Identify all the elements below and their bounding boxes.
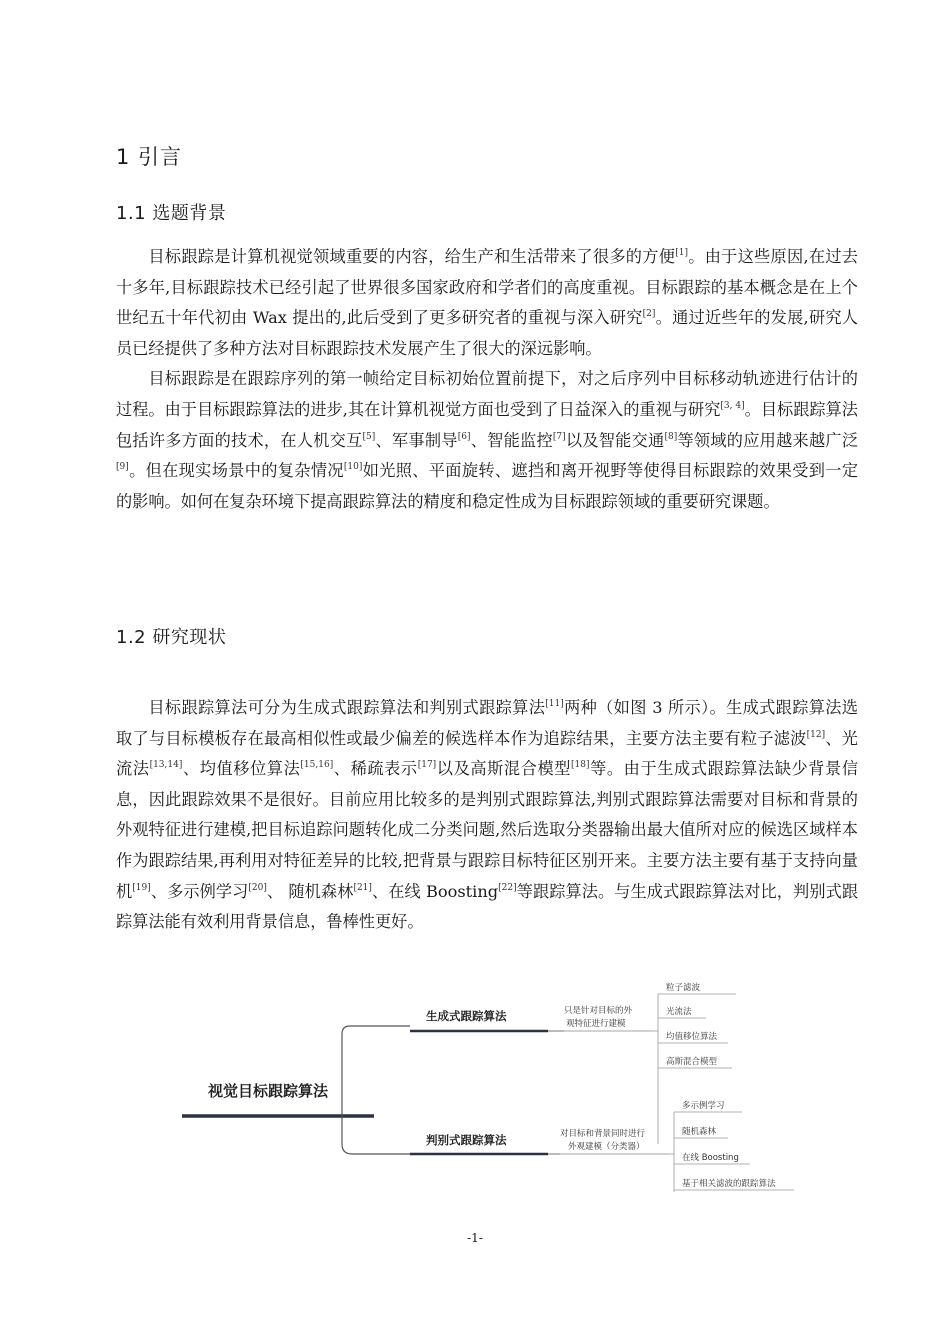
section-heading-introduction: 1 引言 — [116, 145, 183, 169]
citation-ref: [15,16] — [300, 760, 334, 771]
citation-ref: [2] — [642, 309, 656, 320]
leaf-random-forest: 随机森林 — [682, 1127, 717, 1137]
text-run: 如光照、平面旋转、遮挡和离开视野等使得目标跟踪的效果受到一定的影响。如何在复杂环境下提高跟踪算法的精度和稳定性成为目标跟踪领域的重要研究课题。 — [116, 461, 859, 511]
connector-discriminative-leaves-spine — [668, 1112, 674, 1192]
text-run: 等领域的应用越来越广泛 — [677, 430, 859, 450]
citation-ref: [7] — [552, 431, 566, 442]
citation-ref: [22] — [498, 882, 517, 893]
text-run: 、均值移位算法 — [182, 759, 301, 779]
text-run: 目标跟踪是计算机视觉领域重要的内容，给生产和生活带来了很多的方便 — [148, 247, 676, 266]
leaf-multiple-instance-learning: 多示例学习 — [682, 1101, 725, 1111]
text-run: 、军事制导 — [375, 430, 458, 450]
text-run: 、多示例学习 — [150, 881, 249, 901]
branch-generative-note-line1: 只是针对目标的外 — [564, 1006, 633, 1016]
connector-root-to-discriminative — [342, 1116, 410, 1154]
leaf-optical-flow: 光流法 — [666, 1007, 692, 1017]
text-run: 、智能监控 — [470, 430, 553, 450]
paragraph-background-2 — [116, 364, 858, 517]
text-run: 。通过近些年的发展,研究人员已经提供了多种方法对目标跟踪技术发展产生了很大的深远影响。 — [116, 308, 858, 358]
citation-ref: [1] — [675, 248, 688, 258]
text-run: 、光流法 — [116, 728, 858, 779]
text-run: 。目标跟踪算法包括许多方面的技术，在人机交互 — [116, 399, 858, 450]
connector-generative-leaves-spine — [652, 994, 658, 1144]
text-run: 等。由于生成式跟踪算法缺少背景信息，因此跟踪效果不是很好。目前应用比较多的是判别式跟踪算法,判别式跟踪算法需要对目标和背景的外观特征进行建模,把目标追踪问题转化成二分类问题,然后选取分类器输出最大值所对应的候选区域样本作为跟踪结果,再利用对特征差异的比较,把背景与跟踪目标特征区别开来。主要方法主要有基于支持向量机 — [116, 759, 859, 901]
text-run: 以及智能交通 — [565, 430, 665, 450]
text-run: 等跟踪算法。与生成式跟踪算法对比，判别式跟踪算法能有效利用背景信息，鲁棒性更好。 — [116, 881, 859, 932]
text-run: 、稀疏表示 — [333, 759, 418, 779]
text-run: 、 随机森林 — [266, 881, 354, 901]
citation-ref: [3, 4] — [720, 400, 745, 411]
citation-ref: [8] — [664, 431, 678, 442]
citation-ref: [19] — [132, 882, 151, 893]
citation-ref: [12] — [806, 729, 826, 740]
leaf-gaussian-mixture: 高斯混合模型 — [666, 1057, 718, 1067]
leaf-mean-shift: 均值移位算法 — [666, 1032, 718, 1042]
text-run: 两种（如图 3 所示）。生成式跟踪算法选取了与目标模板存在最高相似性或最少偏差的候选样本作为追踪结果，主要方法主要有粒子滤波 — [116, 698, 858, 748]
citation-ref: [5] — [362, 431, 376, 442]
section-heading-background: 1.1 选题背景 — [116, 203, 227, 224]
branch-generative-note-line2: 观特征进行建模 — [566, 1019, 626, 1029]
background-text — [116, 242, 858, 517]
mindmap-svg — [176, 976, 806, 1196]
citation-ref: [9] — [116, 462, 129, 473]
mindmap-root-label: 视觉目标跟踪算法 — [208, 1082, 329, 1100]
section-heading-research-status: 1.2 研究现状 — [116, 627, 227, 648]
branch-generative-label: 生成式跟踪算法 — [426, 1009, 507, 1023]
leaf-online-boosting: 在线 Boosting — [682, 1153, 739, 1163]
leaf-correlation-filter: 基于相关滤波的跟踪算法 — [682, 1179, 776, 1189]
citation-ref: [17] — [417, 760, 437, 771]
branch-discriminative-label: 判别式跟踪算法 — [426, 1133, 507, 1147]
text-run: 、在线 Boosting — [371, 881, 499, 901]
text-run: 以及高斯混合模型 — [436, 759, 572, 779]
text-run: 。但在现实场景中的复杂情况 — [128, 461, 344, 481]
citation-ref: [21] — [353, 882, 372, 893]
citation-ref: [18] — [571, 760, 590, 771]
citation-ref: [10] — [343, 462, 363, 473]
citation-ref: [20] — [248, 882, 267, 893]
text-run: 。由于这些原因,在过去十多年,目标跟踪技术已经引起了世界很多国家政府和学者们的高度重视。目标跟踪的基本概念是在上个世纪五十年代初由 Wax 提出的,此后受到了更多研究者的重视与深入研究 — [116, 247, 858, 328]
citation-ref: [11] — [545, 699, 564, 709]
paragraph-background-1 — [116, 242, 858, 364]
page-number: -1- — [467, 1231, 483, 1245]
citation-ref: [6] — [457, 431, 471, 442]
leaf-particle-filter: 粒子滤波 — [666, 983, 701, 993]
paragraph-research-status-1 — [116, 693, 858, 938]
branch-discriminative-note-line2: 外观建模（分类器） — [568, 1142, 645, 1152]
research-status-text — [116, 693, 858, 938]
citation-ref: [13,14] — [149, 760, 183, 771]
connector-root-to-generative — [342, 1026, 410, 1116]
text-run: 目标跟踪是在跟踪序列的第一帧给定目标初始位置前提下，对之后序列中目标移动轨迹进行估计的过程。由于目标跟踪算法的进步,其在计算机视觉方面也受到了日益深入的重视与研究 — [116, 369, 858, 419]
figure-tracking-algorithm-mindmap — [176, 976, 806, 1196]
branch-discriminative-note-line1: 对目标和背景同时进行 — [560, 1129, 646, 1139]
text-run: 目标跟踪算法可分为生成式跟踪算法和判别式跟踪算法 — [148, 698, 546, 717]
